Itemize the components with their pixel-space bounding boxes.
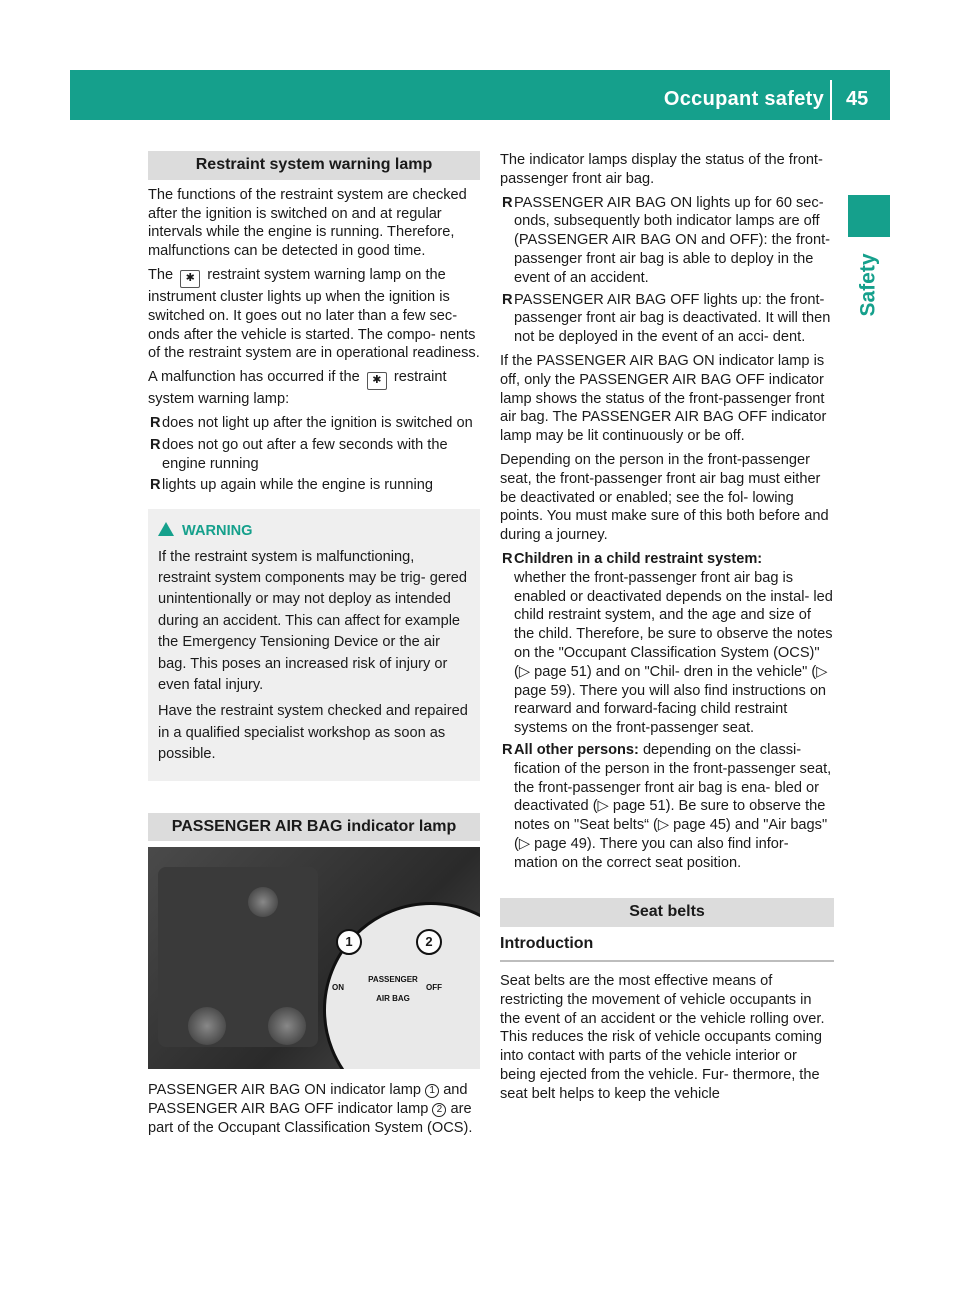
list-item: R does not light up after the ignition is switched on — [150, 414, 473, 431]
lamp-on-label: ON — [332, 983, 344, 993]
paragraph: Seat belts are the most effective means of restricting the movement of vehicle occupants in the event of an accident or the vehicle rolling over. This reduces the risk of vehicle occupants coming into contact with parts of the vehicle interior or being ejected from the vehicle. Fur- thermore, the seat belt helps to keep the vehicle — [500, 973, 825, 1102]
malfunction-list — [148, 414, 480, 495]
warning-title: WARNING — [158, 521, 470, 542]
section-title-restraint-lamp: Restraint system warning lamp — [148, 151, 480, 180]
paragraph: A malfunction has occurred if the ✱ restraint system warning lamp: — [148, 369, 447, 408]
list-item: R All other persons: depending on the classi- fication of the person in the front-passenger seat, the front-passenger front air bag is ena- bled or deactivated (▷ page 51). Be sure to observe the notes on "Seat belts“ (▷ page 45) and "Air bags" (▷ page 49). There you can also find infor- mation on the correct seat position. — [502, 741, 832, 871]
warning-paragraph: If the restraint system is malfunctioning, restraint system components may be trig- gered unintentionally or may not deploy as intended during an accident. This can affect for example the Emergency Tensioning Device or the air bag. This poses an increased risk of injury or even fatal injury. — [158, 548, 468, 693]
section-title-airbag-lamp: PASSENGER AIR BAG indicator lamp — [148, 813, 480, 842]
bullet-icon: R — [150, 414, 161, 431]
chapter-title: Occupant safety — [663, 88, 824, 110]
subsection-title-introduction: Introduction — [500, 935, 834, 962]
lamp-off-label: OFF — [426, 983, 442, 993]
lamp-center-label: PASSENGER AIR BAG — [368, 975, 418, 1004]
bullet-icon: R — [502, 291, 513, 308]
restraint-system-warning-icon: ✱ — [180, 270, 200, 288]
left-column — [148, 151, 480, 1143]
callout-ref-1: 1 — [425, 1084, 439, 1098]
bullet-icon: R — [150, 436, 161, 453]
indicator-status-list — [500, 194, 834, 347]
paragraph: The indicator lamps display the status of the front-passenger front air bag. — [500, 152, 823, 187]
page-header — [70, 70, 890, 120]
bullet-icon: R — [502, 550, 513, 567]
restraint-system-warning-icon: ✱ — [367, 372, 387, 390]
occupant-list — [500, 550, 834, 873]
paragraph: If the PASSENGER AIR BAG ON indicator lamp is off, only the PASSENGER AIR BAG OFF indicator lamp shows the status of the front-passenger front air bag. The PASSENGER AIR BAG OFF indicator lamp may be lit continuously or be off. — [500, 352, 827, 445]
header-divider — [830, 80, 832, 120]
warning-box — [148, 509, 480, 780]
list-item: R Children in a child restraint system: whether the front-passenger front air bag is enabled or deactivated depends on the instal- led child restraint system, and the age and size of the child. Therefore, be sure to observe the notes on the "Occupant Classification System (OCS)" (▷ page 51) and on "Chil- dren in the vehicle" (▷ page 59). There you will also find instructions on rearward and forward-facing child restraint systems on the front-passenger seat. — [502, 550, 833, 737]
paragraph: Depending on the person in the front-passenger seat, the front-passenger front air bag must either be deactivated or enabled; see the fol- lowing points. You must make sure of this both before and during a journey. — [500, 451, 829, 544]
paragraph: The ✱ restraint system warning lamp on the instrument cluster lights up when the ignition is switched on. It goes out no later than a few sec- onds after the vehicle is started. The compo- nents of the restraint system are in operational readiness. — [148, 266, 480, 362]
side-tab-marker — [848, 195, 890, 237]
bullet-icon: R — [502, 194, 513, 211]
side-tab-label: Safety — [857, 253, 880, 317]
list-item: R PASSENGER AIR BAG OFF lights up: the front- passenger front air bag is deactivated. It will then not be deployed in the event of an acci- dent. — [502, 291, 831, 346]
callout-2: 2 — [416, 929, 442, 955]
paragraph: The functions of the restraint system are checked after the ignition is switched on and at regular intervals while the engine is running. Therefore, malfunctions can be detected in good time. — [148, 186, 467, 260]
warning-triangle-icon — [158, 522, 174, 536]
right-column — [500, 151, 834, 1109]
airbag-indicator-photo — [148, 847, 480, 1069]
photo-caption: PASSENGER AIR BAG ON indicator lamp 1 and PASSENGER AIR BAG OFF indicator lamp 2 are part of the Occupant Classification System (OCS). — [148, 1082, 473, 1137]
bullet-icon: R — [502, 741, 513, 758]
callout-ref-2: 2 — [432, 1103, 446, 1117]
section-title-seat-belts: Seat belts — [500, 898, 834, 927]
page-number: 45 — [846, 88, 869, 110]
list-item: R does not go out after a few seconds with the engine running — [150, 436, 448, 472]
list-item: R lights up again while the engine is running — [150, 477, 433, 494]
warning-paragraph: Have the restraint system checked and repaired in a qualified specialist workshop as soon as possible. — [158, 703, 468, 763]
callout-1: 1 — [336, 929, 362, 955]
bullet-icon: R — [150, 477, 161, 494]
list-item: R PASSENGER AIR BAG ON lights up for 60 sec- onds, subsequently both indicator lamps are off (PASSENGER AIR BAG ON and OFF): the front-passenger front air bag is able to deploy in the event of an accident. — [502, 194, 831, 286]
